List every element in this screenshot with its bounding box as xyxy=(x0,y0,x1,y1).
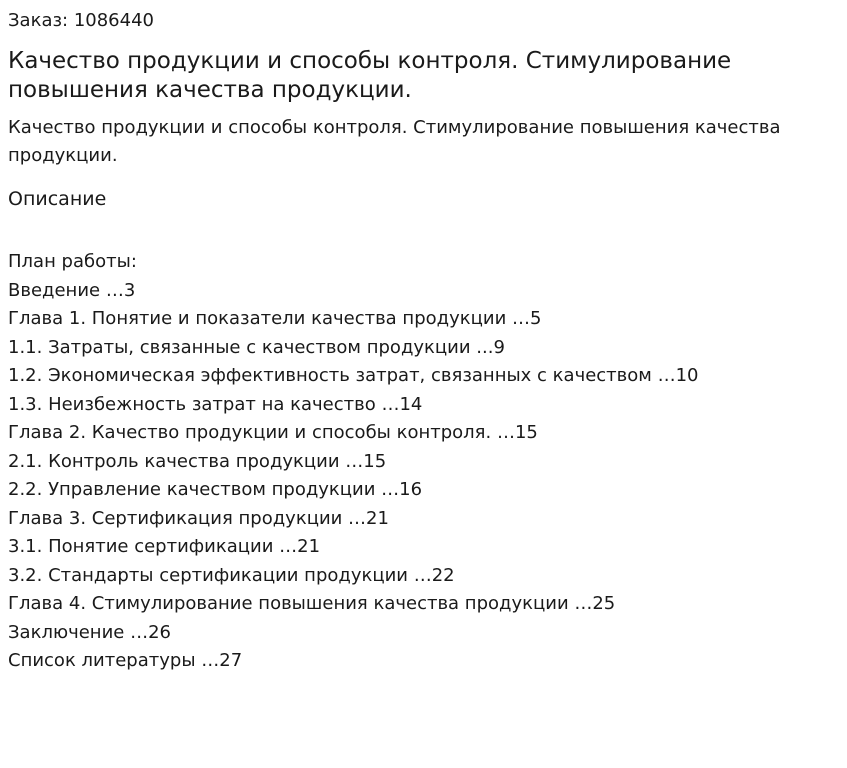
plan-item: Введение …3 xyxy=(8,279,136,301)
plan-item: 2.1. Контроль качества продукции …15 xyxy=(8,450,387,472)
plan-item: Глава 1. Понятие и показатели качества продукции …5 xyxy=(8,308,542,329)
description-heading: Описание xyxy=(8,188,107,210)
plan-item: Глава 4. Стимулирование повышения качества продукции …25 xyxy=(8,593,616,614)
plan-item: 3.2. Стандарты сертификации продукции …22 xyxy=(8,564,455,586)
plan-title: План работы: xyxy=(8,251,137,272)
plan-item: Глава 2. Качество продукции и способы контроля. …15 xyxy=(8,422,538,443)
page-title: Качество продукции и способы контроля. Стимулирование повышения качества продукции. xyxy=(8,48,732,103)
page-subtitle: Качество продукции и способы контроля. Стимулирование повышения качества продукции. xyxy=(8,117,781,166)
plan-item: 2.2. Управление качеством продукции …16 xyxy=(8,479,423,500)
plan-item: 1.1. Затраты, связанные с качеством продукции ...9 xyxy=(8,336,505,358)
work-plan xyxy=(8,248,699,676)
order-number: Заказ: 1086440 xyxy=(8,10,154,31)
plan-item: Заключение …26 xyxy=(8,621,171,643)
plan-item: 1.3. Неизбежность затрат на качество …14 xyxy=(8,393,423,415)
plan-item: Список литературы …27 xyxy=(8,650,243,671)
plan-item: 3.1. Понятие сертификации …21 xyxy=(8,536,321,557)
plan-item: 1.2. Экономическая эффективность затрат, связанных с качеством …10 xyxy=(8,365,699,386)
plan-item: Глава 3. Сертификация продукции …21 xyxy=(8,507,389,529)
